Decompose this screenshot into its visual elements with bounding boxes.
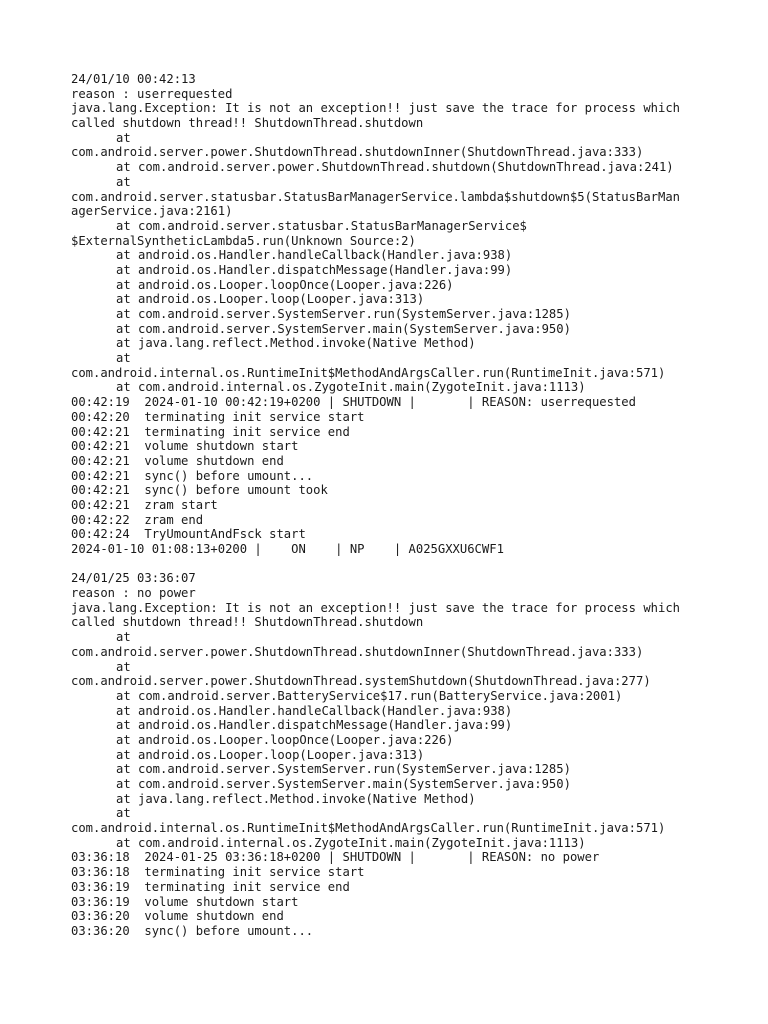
log-line: called shutdown thread!! ShutdownThread.shutdown [71,116,424,131]
log-line: java.lang.Exception: It is not an exception!! just save the trace for process which [71,101,681,116]
log-line: at com.android.internal.os.ZygoteInit.main(ZygoteInit.java:1113) [116,380,586,395]
log-line: 00:42:21 sync() before umount... [71,468,314,483]
log-line: at com.android.server.statusbar.StatusBarManagerService$ [116,218,527,233]
log-line: 00:42:19 2024-01-10 00:42:19+0200 | SHUTDOWN | | REASON: userrequested [71,395,636,410]
log-line: at android.os.Looper.loopOnce(Looper.java:226) [116,732,454,747]
log-line: $ExternalSyntheticLambda5.run(Unknown Source:2) [71,233,416,248]
log-line: 00:42:21 volume shutdown end [71,453,284,468]
log-line: com.android.server.power.ShutdownThread.shutdownInner(ShutdownThread.java:333) [71,145,644,160]
log-line: at [116,659,131,674]
log-line: at java.lang.reflect.Method.invoke(Native Method) [116,791,476,806]
log-line: at android.os.Looper.loop(Looper.java:313) [116,747,425,762]
log-line: 00:42:21 volume shutdown start [71,439,299,454]
log-line: 00:42:21 terminating init service end [71,424,350,439]
log-line: 03:36:19 terminating init service end [71,879,350,894]
log-line: at com.android.server.SystemServer.main(SystemServer.java:950) [116,777,571,791]
log-line: at android.os.Handler.handleCallback(Handler.java:938) [116,248,513,263]
log-line: com.android.server.statusbar.StatusBarManagerService.lambda$shutdown$5(StatusBarMan [71,189,681,204]
log-line: agerService.java:2161) [71,204,233,219]
log-line: com.android.server.power.ShutdownThread.systemShutdown(ShutdownThread.java:277) [71,674,651,689]
log-line: 24/01/10 00:42:13 [71,72,196,86]
blank-line [71,557,711,572]
log-line: at android.os.Handler.handleCallback(Handler.java:938) [116,703,513,718]
log-line: 00:42:21 zram start [71,497,218,512]
log-line: at com.android.internal.os.ZygoteInit.main(ZygoteInit.java:1113) [116,835,586,850]
log-line: 00:42:20 terminating init service start [71,409,365,424]
log-line: at android.os.Looper.loopOnce(Looper.java:226) [116,277,454,292]
log-document [71,72,711,939]
log-line: at android.os.Looper.loop(Looper.java:313) [116,292,425,307]
log-line: com.android.internal.os.RuntimeInit$MethodAndArgsCaller.run(RuntimeInit.java:571) [71,365,666,380]
log-line: at [116,806,131,821]
log-line: com.android.internal.os.RuntimeInit$MethodAndArgsCaller.run(RuntimeInit.java:571) [71,821,666,836]
log-line: com.android.server.power.ShutdownThread.shutdownInner(ShutdownThread.java:333) [71,644,644,659]
log-line: reason : no power [71,586,196,601]
log-line: at com.android.server.SystemServer.run(SystemServer.java:1285) [116,307,571,321]
log-line: at [116,351,131,366]
log-line: 03:36:20 volume shutdown end [71,909,284,924]
log-line: at android.os.Handler.dispatchMessage(Handler.java:99) [116,718,513,733]
log-line: at android.os.Handler.dispatchMessage(Handler.java:99) [116,262,513,277]
log-line: at com.android.server.power.ShutdownThread.shutdown(ShutdownThread.java:241) [116,160,674,175]
log-line: called shutdown thread!! ShutdownThread.shutdown [71,615,424,630]
log-line: at [116,630,131,645]
log-line: 03:36:18 terminating init service start [71,865,365,880]
log-line: at com.android.server.SystemServer.run(SystemServer.java:1285) [116,762,571,777]
log-line: 00:42:22 zram end [71,512,204,527]
log-line: 03:36:20 sync() before umount... [71,923,314,938]
log-line: at [116,130,131,145]
log-line: at java.lang.reflect.Method.invoke(Native Method) [116,336,476,351]
log-line: java.lang.Exception: It is not an exception!! just save the trace for process which [71,600,681,615]
log-line: 03:36:18 2024-01-25 03:36:18+0200 | SHUTDOWN | | REASON: no power [71,850,600,865]
log-line: 03:36:19 volume shutdown start [71,894,299,909]
log-line: at com.android.server.SystemServer.main(SystemServer.java:950) [116,321,571,336]
log-line: 00:42:21 sync() before umount took [71,483,328,498]
log-line: 2024-01-10 01:08:13+0200 | ON | NP | A025GXXU6CWF1 [71,542,504,556]
log-line: at [116,174,131,189]
log-line: 00:42:24 TryUmountAndFsck start [71,527,306,542]
log-line: reason : userrequested [71,86,233,101]
log-line: 24/01/25 03:36:07 [71,571,196,586]
log-line: at com.android.server.BatteryService$17.run(BatteryService.java:2001) [116,688,623,703]
